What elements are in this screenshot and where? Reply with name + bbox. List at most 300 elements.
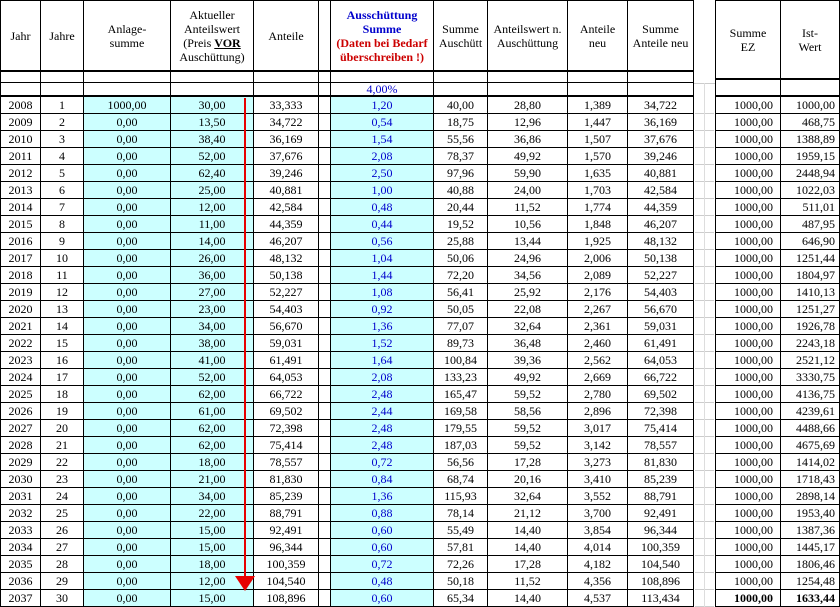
cell-anteile-neu: 2,006	[568, 250, 628, 267]
cell-anlagesumme[interactable]: 0,00	[84, 488, 171, 505]
cell-anteilswert[interactable]: 12,00	[171, 199, 254, 216]
cell-anlagesumme[interactable]: 0,00	[84, 301, 171, 318]
cell-ausschuettung-summe[interactable]: 0,54	[331, 114, 434, 131]
cell-anteilswert[interactable]: 14,00	[171, 233, 254, 250]
cell-summe-auschuett: 55,56	[434, 131, 488, 148]
cell-ist-wert: 1959,15	[781, 148, 840, 165]
cell-ist-wert: 1022,03	[781, 182, 840, 199]
cell-ist-wert: 2898,14	[781, 488, 840, 505]
cell-jahr: 2012	[1, 165, 41, 182]
cell-anlagesumme[interactable]: 0,00	[84, 556, 171, 573]
cell-anteile: 48,132	[254, 250, 319, 267]
spacer-cell	[171, 72, 254, 83]
cell-anlagesumme[interactable]: 0,00	[84, 420, 171, 437]
cell-anteile-neu: 1,925	[568, 233, 628, 250]
cell-row-spacer	[319, 386, 331, 403]
cell-jahre: 7	[41, 199, 84, 216]
cell-ausschuettung-summe[interactable]: 0,84	[331, 471, 434, 488]
cell-anteilswert[interactable]: 38,40	[171, 131, 254, 148]
cell-jahr: 2026	[1, 403, 41, 420]
cell-summe-ez: 1000,00	[716, 454, 781, 471]
cell-anteile: 75,414	[254, 437, 319, 454]
cell-row-spacer	[319, 182, 331, 199]
cell-anteilswert[interactable]: 13,50	[171, 114, 254, 131]
cell-jahre: 8	[41, 216, 84, 233]
cell-anteilswert[interactable]: 27,00	[171, 284, 254, 301]
cell-anteile: 100,359	[254, 556, 319, 573]
cell-summe-ez: 1000,00	[716, 573, 781, 590]
cell-anteile-neu: 2,460	[568, 335, 628, 352]
cell-anteilswert-nach: 21,12	[488, 505, 568, 522]
cell-anteilswert[interactable]: 15,00	[171, 539, 254, 556]
cell-anteile: 39,246	[254, 165, 319, 182]
cell-anlagesumme[interactable]: 0,00	[84, 403, 171, 420]
cell-summe-ez: 1000,00	[716, 182, 781, 199]
cell-ausschuettung-summe[interactable]: 0,60	[331, 522, 434, 539]
col-header-jahre	[41, 1, 84, 72]
cell-anteilswert-nach: 24,96	[488, 250, 568, 267]
cell-anlagesumme[interactable]: 0,00	[84, 233, 171, 250]
cell-ausschuettung-summe[interactable]: 1,20	[331, 97, 434, 114]
cell-summe-ez: 1000,00	[716, 522, 781, 539]
col-header-anteilswert-nach: Anteilswert n. Auschüttung	[488, 1, 568, 72]
cell-anteilswert-nach: 17,28	[488, 556, 568, 573]
cell-summe-auschuett: 72,26	[434, 556, 488, 573]
cell-ausschuettung-summe[interactable]: 1,64	[331, 352, 434, 369]
vor-emphasis: VOR	[214, 35, 241, 50]
cell-summe-anteile-neu: 69,502	[628, 386, 694, 403]
cell-ausschuettung-summe[interactable]: 0,72	[331, 454, 434, 471]
cell-anlagesumme[interactable]: 0,00	[84, 454, 171, 471]
cell-anteilswert-nach: 59,52	[488, 386, 568, 403]
cell-summe-anteile-neu: 75,414	[628, 420, 694, 437]
cell-summe-auschuett: 25,88	[434, 233, 488, 250]
cell-anteile-neu: 2,361	[568, 318, 628, 335]
cell-anlagesumme[interactable]: 0,00	[84, 590, 171, 607]
cell-summe-anteile-neu: 52,227	[628, 267, 694, 284]
cell-anlagesumme[interactable]: 0,00	[84, 318, 171, 335]
cell-anteilswert-nach: 24,00	[488, 182, 568, 199]
cell-anteilswert-nach: 59,90	[488, 165, 568, 182]
cell-anteile-neu: 4,014	[568, 539, 628, 556]
cell-jahre: 1	[41, 97, 84, 114]
table-gap-gridline	[704, 83, 705, 607]
col-header-anlagesumme: Anlage- summe	[84, 1, 171, 72]
cell-anteilswert-nach: 28,80	[488, 97, 568, 114]
cell-summe-ez: 1000,00	[716, 488, 781, 505]
cell-jahre: 29	[41, 573, 84, 590]
cell-jahr: 2021	[1, 318, 41, 335]
rate-row-cell	[568, 83, 628, 97]
rate-row-cell	[488, 83, 568, 97]
cell-anteilswert-nach: 11,52	[488, 199, 568, 216]
distribution-rate-cell[interactable]: 4,00%	[331, 83, 434, 97]
cell-anteilswert-nach: 58,56	[488, 403, 568, 420]
cell-summe-ez: 1000,00	[716, 199, 781, 216]
cell-ist-wert: 1804,97	[781, 267, 840, 284]
cell-summe-anteile-neu: 46,207	[628, 216, 694, 233]
cell-ausschuettung-summe[interactable]: 0,72	[331, 556, 434, 573]
cell-jahre: 6	[41, 182, 84, 199]
cell-summe-ez: 1000,00	[716, 233, 781, 250]
cell-anlagesumme[interactable]: 0,00	[84, 335, 171, 352]
cell-anteilswert-nach: 59,52	[488, 437, 568, 454]
cell-ausschuettung-summe[interactable]: 0,44	[331, 216, 434, 233]
cell-row-spacer	[319, 522, 331, 539]
cell-jahr: 2020	[1, 301, 41, 318]
cell-anteilswert[interactable]: 25,00	[171, 182, 254, 199]
cell-anteilswert-nach: 10,56	[488, 216, 568, 233]
cell-anteile-neu: 3,410	[568, 471, 628, 488]
cell-jahre: 20	[41, 420, 84, 437]
cell-ausschuettung-summe[interactable]: 0,88	[331, 505, 434, 522]
cell-ist-wert: 1388,89	[781, 131, 840, 148]
cell-ist-wert: 511,01	[781, 199, 840, 216]
red-arrow-line	[244, 98, 246, 576]
col-header-ausschuettung-summe: Ausschüttung Summe (Daten bei Bedarf überschreiben !)	[331, 1, 434, 72]
cell-anteilswert[interactable]: 15,00	[171, 522, 254, 539]
cell-jahre: 4	[41, 148, 84, 165]
cell-anteilswert[interactable]: 61,00	[171, 403, 254, 420]
cell-jahre: 3	[41, 131, 84, 148]
cell-jahr: 2037	[1, 590, 41, 607]
cell-ist-wert: 487,95	[781, 216, 840, 233]
cell-jahre: 15	[41, 335, 84, 352]
cell-row-spacer	[319, 97, 331, 114]
cell-jahr: 2016	[1, 233, 41, 250]
cell-ist-wert: 468,75	[781, 114, 840, 131]
cell-row-spacer	[319, 573, 331, 590]
cell-anteile: 78,557	[254, 454, 319, 471]
col-header-jahr-label: Jahr	[10, 28, 31, 43]
cell-ausschuettung-summe[interactable]: 2,48	[331, 420, 434, 437]
col-header-summe-anteile-neu: Summe Anteile neu	[628, 1, 694, 72]
cell-anteilswert-nach: 39,36	[488, 352, 568, 369]
cell-anteile: 59,031	[254, 335, 319, 352]
cell-anteilswert[interactable]: 38,00	[171, 335, 254, 352]
cell-anteilswert[interactable]: 23,00	[171, 301, 254, 318]
cell-row-spacer	[319, 216, 331, 233]
cell-jahre: 5	[41, 165, 84, 182]
cell-summe-anteile-neu: 108,896	[628, 573, 694, 590]
rate-row-cell	[434, 83, 488, 97]
cell-jahr: 2025	[1, 386, 41, 403]
cell-anteile-neu: 2,267	[568, 301, 628, 318]
cell-summe-auschuett: 50,18	[434, 573, 488, 590]
cell-jahr: 2034	[1, 539, 41, 556]
cell-anteilswert[interactable]: 62,00	[171, 420, 254, 437]
cell-anlagesumme[interactable]: 0,00	[84, 386, 171, 403]
cell-ausschuettung-summe[interactable]: 0,60	[331, 590, 434, 607]
cell-ist-wert: 1633,44	[781, 590, 840, 607]
cell-anteile-neu: 3,700	[568, 505, 628, 522]
cell-ausschuettung-summe[interactable]: 1,08	[331, 284, 434, 301]
cell-summe-anteile-neu: 72,398	[628, 403, 694, 420]
cell-summe-anteile-neu: 54,403	[628, 284, 694, 301]
cell-anlagesumme[interactable]: 1000,00	[84, 97, 171, 114]
cell-summe-auschuett: 100,84	[434, 352, 488, 369]
cell-anteilswert[interactable]: 41,00	[171, 352, 254, 369]
cell-summe-auschuett: 187,03	[434, 437, 488, 454]
cell-summe-ez: 1000,00	[716, 131, 781, 148]
cell-anteile: 46,207	[254, 233, 319, 250]
cell-ausschuettung-summe[interactable]: 0,60	[331, 539, 434, 556]
cell-anteilswert[interactable]: 62,40	[171, 165, 254, 182]
cell-row-spacer	[319, 590, 331, 607]
cell-anteilswert-nach: 59,52	[488, 420, 568, 437]
cell-summe-anteile-neu: 34,722	[628, 97, 694, 114]
cell-anteile-neu: 1,635	[568, 165, 628, 182]
cell-anteilswert-nach: 49,92	[488, 369, 568, 386]
cell-anteile: 66,722	[254, 386, 319, 403]
cell-anteile-neu: 1,570	[568, 148, 628, 165]
cell-summe-anteile-neu: 59,031	[628, 318, 694, 335]
cell-jahre: 27	[41, 539, 84, 556]
cell-ausschuettung-summe[interactable]: 2,50	[331, 165, 434, 182]
cell-anteilswert[interactable]: 21,00	[171, 471, 254, 488]
cell-jahr: 2010	[1, 131, 41, 148]
summary-table	[715, 0, 840, 607]
col-header-summe-auschuett: Summe Auschütt	[434, 1, 488, 72]
col-header-anteile: Anteile	[254, 1, 319, 72]
cell-ausschuettung-summe[interactable]: 1,36	[331, 488, 434, 505]
cell-anteilswert-nach: 14,40	[488, 539, 568, 556]
cell-anlagesumme[interactable]: 0,00	[84, 352, 171, 369]
cell-summe-anteile-neu: 39,246	[628, 148, 694, 165]
cell-anlagesumme[interactable]: 0,00	[84, 522, 171, 539]
cell-anteilswert-nach: 13,44	[488, 233, 568, 250]
cell-row-spacer	[319, 369, 331, 386]
cell-anteilswert[interactable]: 12,00	[171, 573, 254, 590]
cell-anteilswert[interactable]: 18,00	[171, 454, 254, 471]
cell-anteile-neu: 2,562	[568, 352, 628, 369]
spacer-cell	[84, 72, 171, 83]
cell-anteilswert[interactable]: 11,00	[171, 216, 254, 233]
cell-anlagesumme[interactable]: 0,00	[84, 573, 171, 590]
cell-jahr: 2030	[1, 471, 41, 488]
cell-anteile-neu: 2,669	[568, 369, 628, 386]
cell-anlagesumme[interactable]: 0,00	[84, 539, 171, 556]
cell-summe-auschuett: 169,58	[434, 403, 488, 420]
cell-summe-ez: 1000,00	[716, 216, 781, 233]
cell-row-spacer	[319, 301, 331, 318]
cell-jahr: 2011	[1, 148, 41, 165]
cell-ausschuettung-summe[interactable]: 1,54	[331, 131, 434, 148]
cell-jahr: 2008	[1, 97, 41, 114]
cell-anteilswert-nach: 14,40	[488, 590, 568, 607]
cell-anteilswert[interactable]: 22,00	[171, 505, 254, 522]
cell-ist-wert: 1410,13	[781, 284, 840, 301]
cell-anteile-neu: 2,780	[568, 386, 628, 403]
cell-anlagesumme[interactable]: 0,00	[84, 182, 171, 199]
cell-summe-ez: 1000,00	[716, 335, 781, 352]
cell-jahr: 2035	[1, 556, 41, 573]
cell-anteile: 42,584	[254, 199, 319, 216]
cell-summe-auschuett: 133,23	[434, 369, 488, 386]
cell-ausschuettung-summe[interactable]: 0,56	[331, 233, 434, 250]
cell-ist-wert: 2521,12	[781, 352, 840, 369]
cell-summe-auschuett: 165,47	[434, 386, 488, 403]
cell-ist-wert: 3330,75	[781, 369, 840, 386]
cell-anteile: 52,227	[254, 284, 319, 301]
cell-anteilswert[interactable]: 62,00	[171, 386, 254, 403]
cell-anlagesumme[interactable]: 0,00	[84, 437, 171, 454]
cell-anlagesumme[interactable]: 0,00	[84, 471, 171, 488]
cell-jahr: 2014	[1, 199, 41, 216]
cell-jahr: 2031	[1, 488, 41, 505]
cell-anteilswert[interactable]: 52,00	[171, 148, 254, 165]
cell-anteile: 33,333	[254, 97, 319, 114]
cell-anlagesumme[interactable]: 0,00	[84, 216, 171, 233]
cell-ausschuettung-summe[interactable]: 1,36	[331, 318, 434, 335]
cell-anteile: 85,239	[254, 488, 319, 505]
cell-ausschuettung-summe[interactable]: 2,48	[331, 437, 434, 454]
cell-jahre: 12	[41, 284, 84, 301]
cell-anteilswert-nach: 49,92	[488, 148, 568, 165]
cell-anteilswert-nach: 12,96	[488, 114, 568, 131]
cell-ist-wert: 1718,43	[781, 471, 840, 488]
cell-jahre: 25	[41, 505, 84, 522]
cell-row-spacer	[319, 199, 331, 216]
cell-anteile-neu: 3,552	[568, 488, 628, 505]
cell-row-spacer	[319, 403, 331, 420]
cell-jahr: 2036	[1, 573, 41, 590]
cell-anteilswert-nach: 36,48	[488, 335, 568, 352]
cell-summe-ez: 1000,00	[716, 352, 781, 369]
cell-ist-wert: 1806,46	[781, 556, 840, 573]
cell-anteilswert[interactable]: 34,00	[171, 318, 254, 335]
cell-anlagesumme[interactable]: 0,00	[84, 131, 171, 148]
cell-jahre: 17	[41, 369, 84, 386]
cell-anteile: 64,053	[254, 369, 319, 386]
cell-anteile: 36,169	[254, 131, 319, 148]
cell-jahr: 2009	[1, 114, 41, 131]
cell-anteile-neu: 4,356	[568, 573, 628, 590]
cell-ausschuettung-summe[interactable]: 0,92	[331, 301, 434, 318]
cell-anteilswert[interactable]: 36,00	[171, 267, 254, 284]
spacer-cell	[1, 72, 41, 83]
cell-summe-auschuett: 40,00	[434, 97, 488, 114]
cell-anteilswert-nach: 14,40	[488, 522, 568, 539]
col-header-jahr	[1, 1, 41, 72]
cell-summe-auschuett: 18,75	[434, 114, 488, 131]
cell-anlagesumme[interactable]: 0,00	[84, 284, 171, 301]
cell-anteilswert[interactable]: 30,00	[171, 97, 254, 114]
cell-ausschuettung-summe[interactable]: 1,00	[331, 182, 434, 199]
cell-summe-auschuett: 65,34	[434, 590, 488, 607]
overwrite-hint-line1: (Daten bei Bedarf	[336, 35, 428, 50]
cell-anteilswert-nach: 11,52	[488, 573, 568, 590]
cell-summe-ez: 1000,00	[716, 386, 781, 403]
cell-jahre: 11	[41, 267, 84, 284]
cell-jahr: 2018	[1, 267, 41, 284]
cell-anlagesumme[interactable]: 0,00	[84, 369, 171, 386]
col-header-anteile-neu: Anteile neu	[568, 1, 628, 72]
cell-anteilswert[interactable]: 26,00	[171, 250, 254, 267]
cell-row-spacer	[319, 352, 331, 369]
cell-ist-wert: 1445,17	[781, 539, 840, 556]
cell-summe-ez: 1000,00	[716, 97, 781, 114]
cell-jahr: 2023	[1, 352, 41, 369]
cell-ausschuettung-summe[interactable]: 0,48	[331, 573, 434, 590]
red-arrow-head-icon	[235, 576, 255, 591]
cell-anteilswert-nach: 32,64	[488, 488, 568, 505]
cell-jahre: 16	[41, 352, 84, 369]
cell-anteilswert[interactable]: 62,00	[171, 437, 254, 454]
cell-anlagesumme[interactable]: 0,00	[84, 505, 171, 522]
cell-anlagesumme[interactable]: 0,00	[84, 199, 171, 216]
cell-ausschuettung-summe[interactable]: 1,44	[331, 267, 434, 284]
cell-anlagesumme[interactable]: 0,00	[84, 250, 171, 267]
cell-anteilswert[interactable]: 18,00	[171, 556, 254, 573]
cell-ausschuettung-summe[interactable]: 2,48	[331, 386, 434, 403]
cell-row-spacer	[319, 284, 331, 301]
cell-summe-anteile-neu: 42,584	[628, 182, 694, 199]
cell-ausschuettung-summe[interactable]: 2,08	[331, 369, 434, 386]
cell-summe-anteile-neu: 37,676	[628, 131, 694, 148]
cell-ausschuettung-summe[interactable]: 2,08	[331, 148, 434, 165]
cell-anteilswert-nach: 34,56	[488, 267, 568, 284]
cell-ausschuettung-summe[interactable]: 2,44	[331, 403, 434, 420]
cell-anteilswert[interactable]: 52,00	[171, 369, 254, 386]
cell-anteilswert[interactable]: 34,00	[171, 488, 254, 505]
cell-ausschuettung-summe[interactable]: 1,04	[331, 250, 434, 267]
rate-row-cell	[171, 83, 254, 97]
cell-jahr: 2019	[1, 284, 41, 301]
cell-jahre: 9	[41, 233, 84, 250]
cell-anteilswert[interactable]: 15,00	[171, 590, 254, 607]
cell-ausschuettung-summe[interactable]: 0,48	[331, 199, 434, 216]
rate-row-cell	[84, 83, 171, 97]
cell-summe-anteile-neu: 66,722	[628, 369, 694, 386]
cell-anteilswert-nach: 32,64	[488, 318, 568, 335]
cell-jahre: 2	[41, 114, 84, 131]
cell-row-spacer	[319, 454, 331, 471]
cell-summe-anteile-neu: 48,132	[628, 233, 694, 250]
cell-row-spacer	[319, 267, 331, 284]
cell-jahr: 2017	[1, 250, 41, 267]
spacer-cell	[568, 72, 628, 83]
cell-row-spacer	[319, 437, 331, 454]
cell-anteile: 56,670	[254, 318, 319, 335]
cell-anteile: 50,138	[254, 267, 319, 284]
cell-summe-anteile-neu: 61,491	[628, 335, 694, 352]
cell-anlagesumme[interactable]: 0,00	[84, 165, 171, 182]
cell-row-spacer	[319, 471, 331, 488]
cell-summe-ez: 1000,00	[716, 267, 781, 284]
cell-summe-auschuett: 56,41	[434, 284, 488, 301]
cell-anlagesumme[interactable]: 0,00	[84, 114, 171, 131]
rate-row-cell	[254, 83, 319, 97]
cell-summe-ez: 1000,00	[716, 148, 781, 165]
col-header-summe-ez: Summe EZ	[716, 1, 781, 80]
cell-summe-auschuett: 78,14	[434, 505, 488, 522]
cell-row-spacer	[319, 335, 331, 352]
cell-anteile: 104,540	[254, 573, 319, 590]
cell-ausschuettung-summe[interactable]: 1,52	[331, 335, 434, 352]
cell-summe-auschuett: 72,20	[434, 267, 488, 284]
cell-anlagesumme[interactable]: 0,00	[84, 267, 171, 284]
cell-summe-auschuett: 56,56	[434, 454, 488, 471]
cell-jahre: 22	[41, 454, 84, 471]
cell-anteile: 72,398	[254, 420, 319, 437]
spacer-cell	[331, 72, 434, 83]
cell-anteile: 61,491	[254, 352, 319, 369]
cell-jahre: 24	[41, 488, 84, 505]
cell-summe-anteile-neu: 50,138	[628, 250, 694, 267]
cell-summe-ez: 1000,00	[716, 505, 781, 522]
cell-anlagesumme[interactable]: 0,00	[84, 148, 171, 165]
